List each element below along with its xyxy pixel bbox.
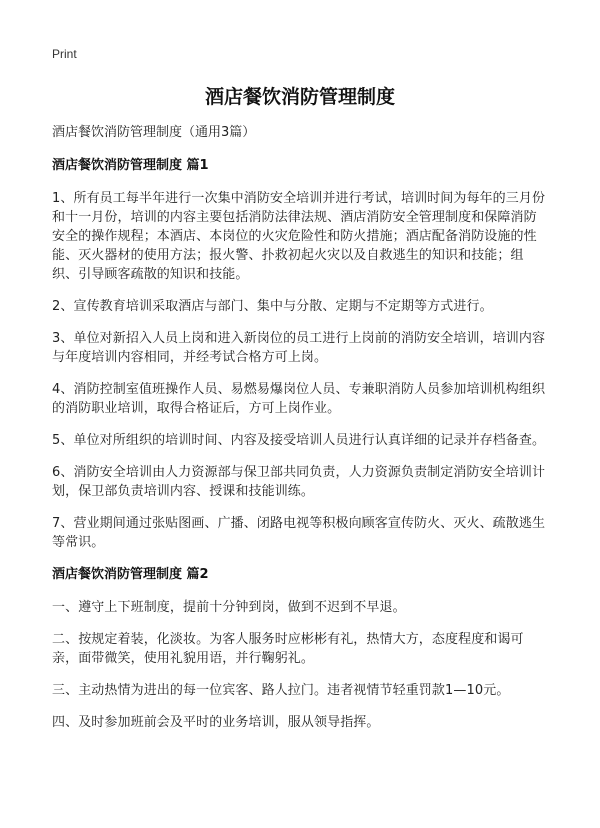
paragraph: 7、营业期间通过张贴图画、广播、闭路电视等积极向顾客宣传防火、灭火、疏散逃生等常识。 [52, 516, 546, 550]
paragraph: 5、单位对所组织的培训时间、内容及接受培训人员进行认真详细的记录并存档备查。 [52, 433, 546, 448]
paragraph: 6、消防安全培训由人力资源部与保卫部共同负责，人力资源负责制定消防安全培训计划，保卫部负责培训内容、授课和技能训练。 [52, 465, 546, 499]
paragraph: 2、宣传教育培训采取酒店与部门、集中与分散、定期与不定期等方式进行。 [52, 299, 493, 314]
print-link[interactable]: Print [52, 47, 77, 61]
paragraph: 4、消防控制室值班操作人员、易燃易爆岗位人员、专兼职消防人员参加培训机构组织的消防职业培训，取得合格证后，方可上岗作业。 [52, 382, 546, 416]
paragraph: 三、主动热情为进出的每一位宾客、路人拉门。违者视情节轻重罚款1—10元。 [52, 683, 510, 698]
paragraph: 1、所有员工每半年进行一次集中消防安全培训并进行考试，培训时间为每年的三月份和十一月份，培训的内容主要包括消防法律法规、酒店消防安全管理制度和保障消防安全的操作规程；本酒店、本岗位的火灾危险性和防火措施；酒店配备消防设施的性能、灭火器材的使用方法；报火警、扑救初起火灾以及自救逃生的知识和技能；组织、引导顾客疏散的知识和技能。 [52, 191, 546, 282]
paragraph: 一、遵守上下班制度，提前十分钟到岗，做到不迟到不早退。 [52, 600, 406, 615]
section-heading: 酒店餐饮消防管理制度 篇2 [52, 567, 209, 582]
paragraph: 二、按规定着装，化淡妆。为客人服务时应彬彬有礼，热情大方，态度程度和谒可亲，面带微笑，使用礼貌用语，并行鞠躬礼。 [52, 632, 524, 666]
section-heading: 酒店餐饮消防管理制度 篇1 [52, 158, 209, 173]
paragraph: 3、单位对新招入人员上岗和进入新岗位的员工进行上岗前的消防安全培训，培训内容与年度培训内容相同，并经考试合格方可上岗。 [52, 331, 546, 365]
document-title: 酒店餐饮消防管理制度 [204, 86, 395, 108]
paragraph: 四、及时参加班前会及平时的业务培训，服从领导指挥。 [52, 715, 380, 730]
document-subtitle: 酒店餐饮消防管理制度（通用3篇） [52, 125, 256, 140]
section-1 [52, 156, 548, 552]
section-2 [52, 565, 548, 732]
